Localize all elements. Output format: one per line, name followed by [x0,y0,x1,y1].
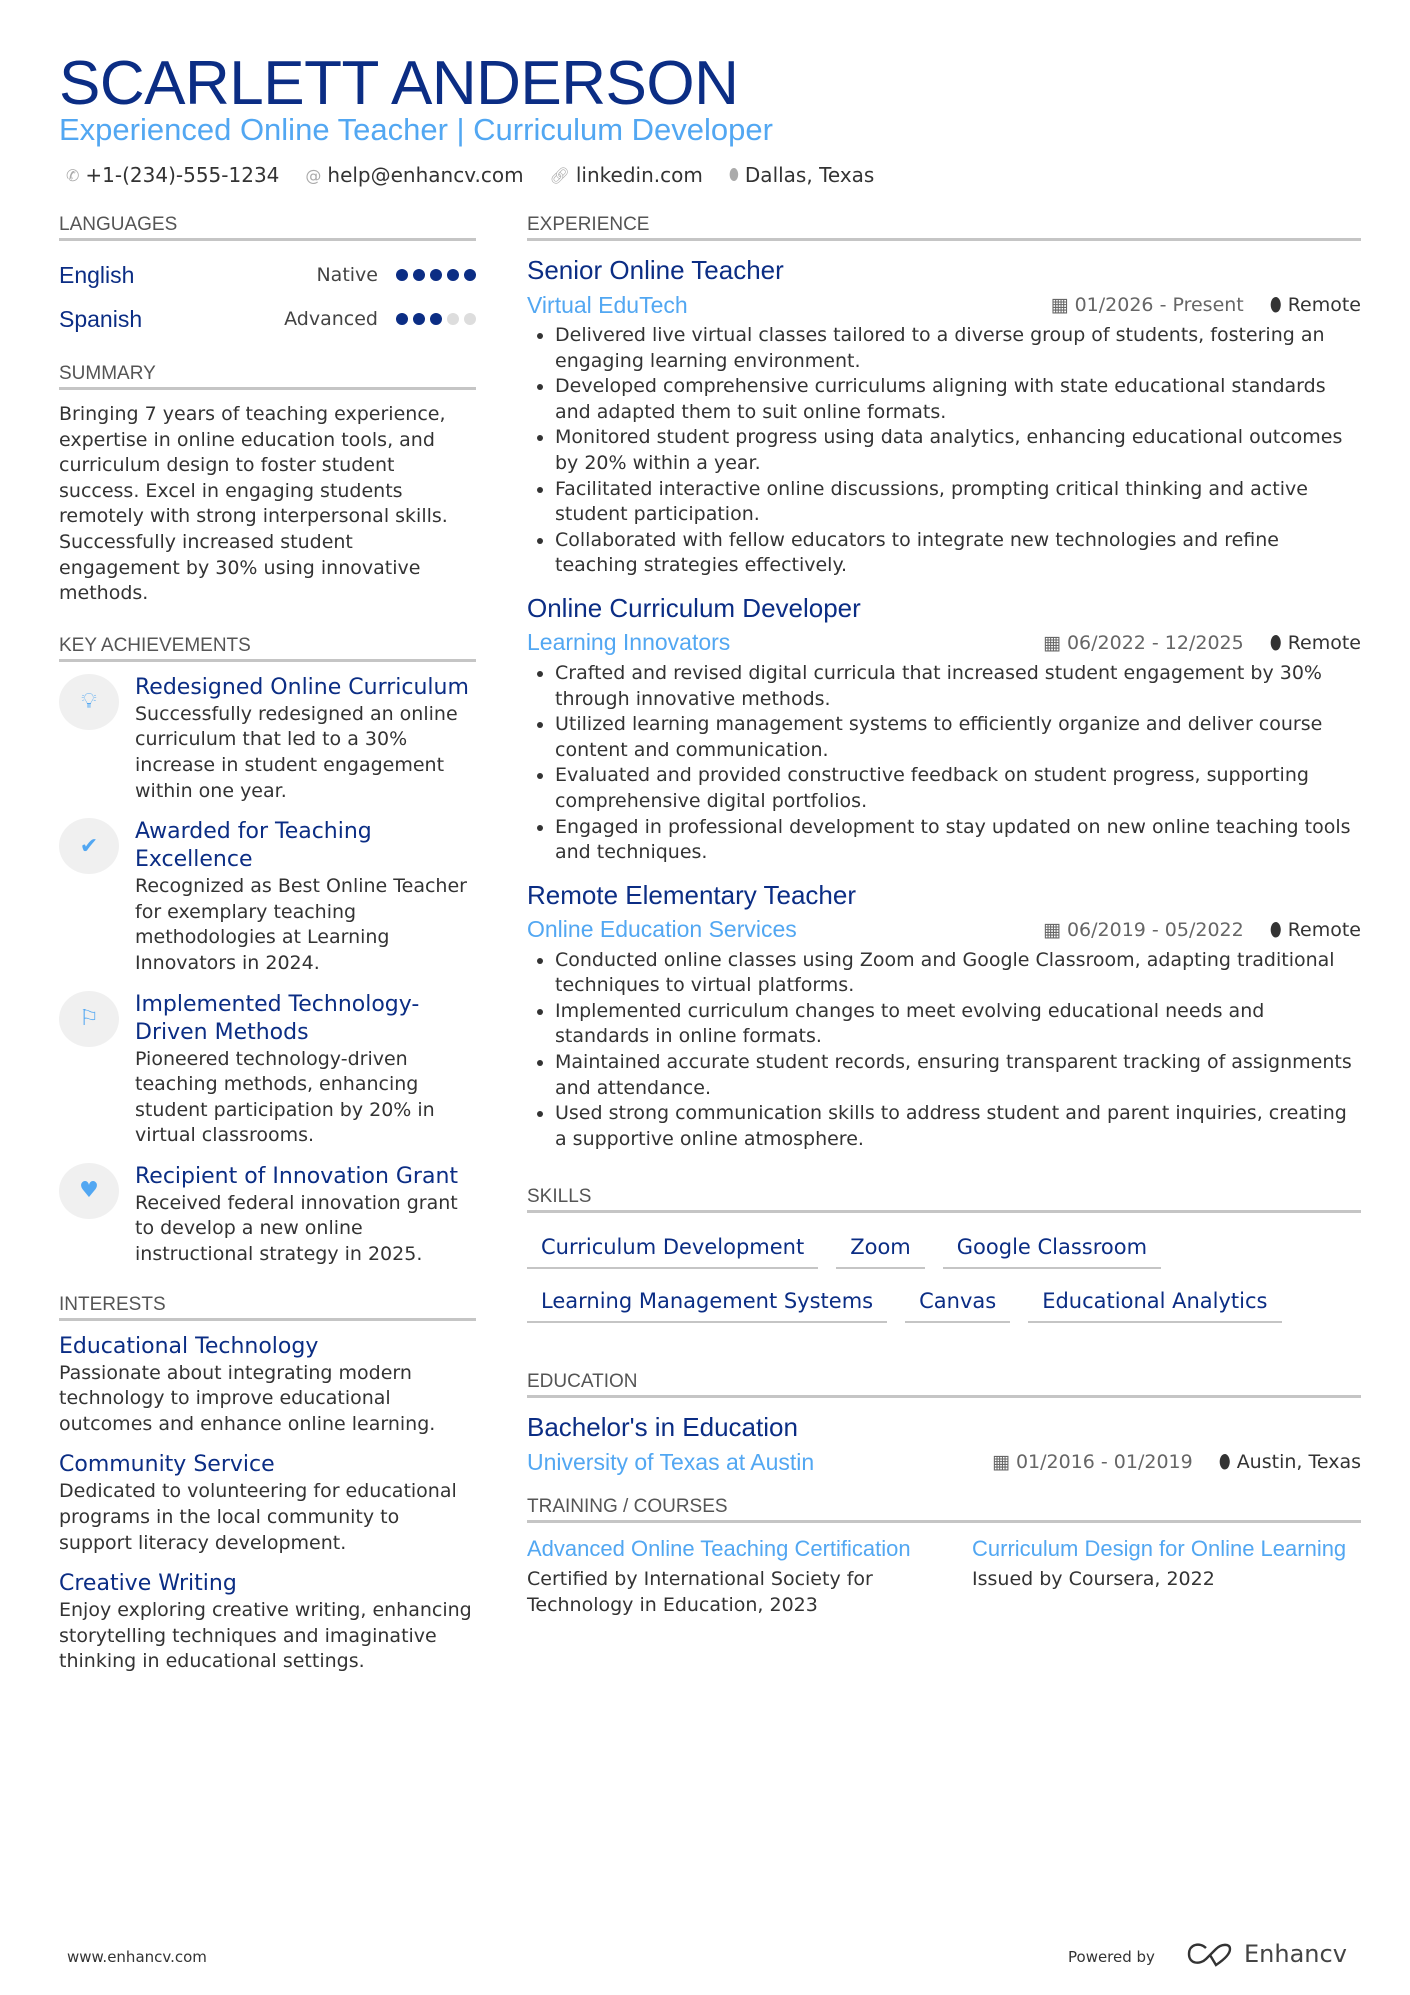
contact-phone[interactable] [66,163,279,187]
calendar-icon: ▦ [1042,631,1061,654]
job-bullet: • Maintained accurate student records, ensuring transparent tracking of assignments and attendance. [555,1050,1361,1101]
company-name: Virtual EduTech [527,291,688,318]
language-level: Native [316,264,378,286]
interests-heading: INTERESTS [59,1294,476,1321]
candidate-name: SCARLETT ANDERSON [59,49,739,118]
powered-by: Powered by [1068,1948,1155,1966]
job-bullets [555,661,1361,866]
education-heading: EDUCATION [527,1371,1361,1398]
job-meta-row [527,912,1361,948]
job-bullet: • Implemented curriculum changes to meet evolving educational needs and standards in online formats. [555,999,1361,1050]
footer-url[interactable]: www.enhancv.com [67,1948,207,1966]
achievements-list [59,674,476,1268]
calendar-icon: ▦ [991,1451,1010,1474]
job-dates [1043,919,1244,941]
company-name: Learning Innovators [527,629,731,656]
achievement-body [135,674,476,804]
phone-text: +1-(234)-555-1234 [85,163,280,187]
skill-tag: Learning Management Systems [527,1283,887,1323]
achievement-item [59,818,476,976]
achievement-body [135,818,476,976]
achievement-item [59,1163,476,1268]
experience-heading: EXPERIENCE [527,214,1361,241]
skill-tag: Google Classroom [943,1229,1161,1269]
job-location [1270,919,1361,941]
course-item [972,1535,1361,1618]
job-dates [1051,294,1244,316]
job-location [1270,632,1361,654]
achievement-text: Pioneered technology-driven teaching methods, enhancing student participation by 20% in virtual classrooms. [135,1047,435,1147]
location-text: Dallas, Texas [744,163,875,187]
dates-text: 01/2026 - Present [1074,294,1244,316]
achievement-text: Successfully redesigned an online curriculum that led to a 30% increase in student engagement within one year. [135,702,458,802]
interest-title: Educational Technology [59,1333,319,1359]
achievement-item [59,991,476,1149]
email-text: help@enhancv.com [327,163,524,187]
job-title: Online Curriculum Developer [527,592,861,623]
rating-dot [430,313,442,325]
education-location: ⬮ Austin, Texas [1218,1451,1361,1474]
lightbulb-icon: 💡︎ [59,674,119,730]
dates-text: 06/2019 - 05/2022 [1066,918,1244,941]
interest-item [59,1570,476,1675]
summary-heading: SUMMARY [59,363,476,390]
job-bullets [555,948,1361,1153]
calendar-icon: ▦ [1050,294,1069,316]
achievements-heading: KEY ACHIEVEMENTS [59,635,476,662]
job-entry [527,253,1361,579]
course-title: Advanced Online Teaching Certification [527,1536,911,1562]
job-bullet: • Crafted and revised digital curricula that increased student engagement by 30% through innovative methods. [555,661,1361,712]
interest-text: Passionate about integrating modern technology to improve educational outcomes and enhance online learning. [59,1361,436,1435]
training-list [527,1535,1361,1618]
job-bullet: • Developed comprehensive curriculums aligning with state educational standards and adapted them to suit online formats. [555,374,1361,425]
rating-dot [464,269,476,281]
job-bullet: • Delivered live virtual classes tailored to a diverse group of students, fostering an engaging learning environment. [555,323,1361,374]
job-bullet: • Collaborated with fellow educators to integrate new technologies and refine teaching strategies effectively. [555,528,1361,579]
interest-text: Dedicated to volunteering for educational programs in the local community to support literacy development. [59,1480,457,1554]
location-text: Remote [1287,294,1361,316]
education-dates: ▦ 01/2016 - 01/2019 [991,1451,1193,1474]
job-bullet: • Evaluated and provided constructive feedback on student progress, supporting comprehensive digital portfolios. [555,763,1361,814]
job-bullet: • Used strong communication skills to address student and parent inquiries, creating a supportive online atmosphere. [555,1101,1361,1152]
language-item [59,297,476,341]
rating-dot [447,313,459,325]
check-icon: ✔ [59,818,119,874]
achievement-body [135,991,476,1149]
languages-list [59,253,476,341]
job-location [1270,294,1361,316]
contact-linkedin[interactable] [550,163,703,187]
language-name: Spanish [59,305,143,332]
rating-dot [413,269,425,281]
location-icon: ⬮ [1218,1451,1231,1474]
rating-dot [430,269,442,281]
languages-heading: LANGUAGES [59,214,476,241]
job-bullet: • Engaged in professional development to stay updated on new online teaching tools and techniques. [555,815,1361,866]
achievement-body [135,1163,476,1268]
location-icon: ⬮ [1269,918,1282,941]
job-bullet: • Facilitated interactive online discussions, prompting critical thinking and active student participation. [555,477,1361,528]
achievement-title: Recipient of Innovation Grant [135,1163,459,1189]
enhancv-logo-icon [1186,1941,1234,1967]
flag-icon: ⚐ [59,991,119,1047]
rating-dot [447,269,459,281]
rating-dot [396,269,408,281]
rating-dot [396,313,408,325]
skill-tag: Curriculum Development [527,1229,818,1269]
job-dates [1043,632,1244,654]
linkedin-text: linkedin.com [575,163,703,187]
dates-text: 06/2022 - 12/2025 [1066,631,1244,654]
location-icon: ⬮ [728,165,739,184]
interest-text: Enjoy exploring creative writing, enhancing storytelling techniques and imaginative thinking in educational settings. [59,1599,472,1673]
course-text: Issued by Coursera, 2022 [972,1568,1215,1591]
location-text: Remote [1287,918,1361,941]
candidate-title: Experienced Online Teacher | Curriculum Developer [59,112,773,147]
achievement-item [59,674,476,804]
skill-tag: Zoom [836,1229,925,1269]
company-name: Online Education Services [527,916,797,943]
at-icon: @ [305,165,322,185]
enhancv-logo [1186,1940,1347,1968]
job-bullets [555,323,1361,579]
achievement-text: Received federal innovation grant to develop a new online instructional strategy in 2025. [135,1191,458,1266]
job-meta-row [527,287,1361,323]
location-icon: ⬮ [1269,294,1282,316]
interest-title: Creative Writing [59,1571,237,1597]
interest-item [59,1451,476,1556]
calendar-icon: ▦ [1042,918,1061,941]
rating-dot [413,313,425,325]
interest-item [59,1333,476,1438]
skills-list [527,1229,1361,1323]
language-name: English [59,261,135,288]
school: University of Texas at Austin [527,1448,815,1475]
job-meta-row [527,625,1361,661]
contact-location [729,163,875,187]
course-title: Curriculum Design for Online Learning [972,1536,1347,1562]
language-item [59,253,476,297]
course-item [527,1535,916,1618]
left-column [59,214,476,1689]
interests-list [59,1333,476,1675]
job-title: Senior Online Teacher [527,255,784,285]
training-heading: TRAINING / COURSES [527,1496,1361,1523]
education-entry [527,1410,1361,1480]
language-level: Advanced [284,308,378,330]
heart-icon: ♥ [59,1163,119,1219]
summary-text: Bringing 7 years of teaching experience, expertise in online education tools, and curriculum design to foster student success. Excel in engaging students remotely with strong interpersonal skills. Successfully increased student engagement by 30% using innovative methods. [59,403,448,605]
job-title: Remote Elementary Teacher [527,879,857,910]
job-entry [527,878,1361,1153]
contact-email[interactable] [305,163,523,187]
rating-dots [396,269,476,281]
achievement-title: Implemented Technology-Driven Methods [135,991,420,1045]
right-column [527,214,1361,1619]
achievement-title: Redesigned Online Curriculum [135,674,469,700]
skills-heading: SKILLS [527,1186,1361,1213]
job-entry [527,591,1361,866]
course-text: Certified by International Society for Technology in Education, 2023 [527,1568,873,1617]
rating-dot [464,313,476,325]
phone-icon: ✆ [66,165,80,185]
contact-bar [66,163,874,187]
skill-tag: Educational Analytics [1028,1283,1281,1323]
job-bullet: • Conducted online classes using Zoom and Google Classroom, adapting traditional techniques to virtual platforms. [555,948,1361,999]
experience-list [527,253,1361,1152]
enhancv-wordmark: Enhancv [1244,1940,1347,1968]
link-icon: 🔗︎ [549,165,570,185]
degree: Bachelor's in Education [527,1412,798,1443]
job-bullet: • Monitored student progress using data analytics, enhancing educational outcomes by 20% within a year. [555,425,1361,476]
interest-title: Community Service [59,1452,275,1478]
rating-dots [396,313,476,325]
location-icon: ⬮ [1269,631,1282,654]
skill-tag: Canvas [905,1283,1010,1323]
location-text: Remote [1287,631,1361,654]
achievement-title: Awarded for Teaching Excellence [135,819,372,873]
job-bullet: • Utilized learning management systems to efficiently organize and deliver course content and communication. [555,712,1361,763]
achievement-text: Recognized as Best Online Teacher for exemplary teaching methodologies at Learning Innovators in 2024. [135,875,467,974]
